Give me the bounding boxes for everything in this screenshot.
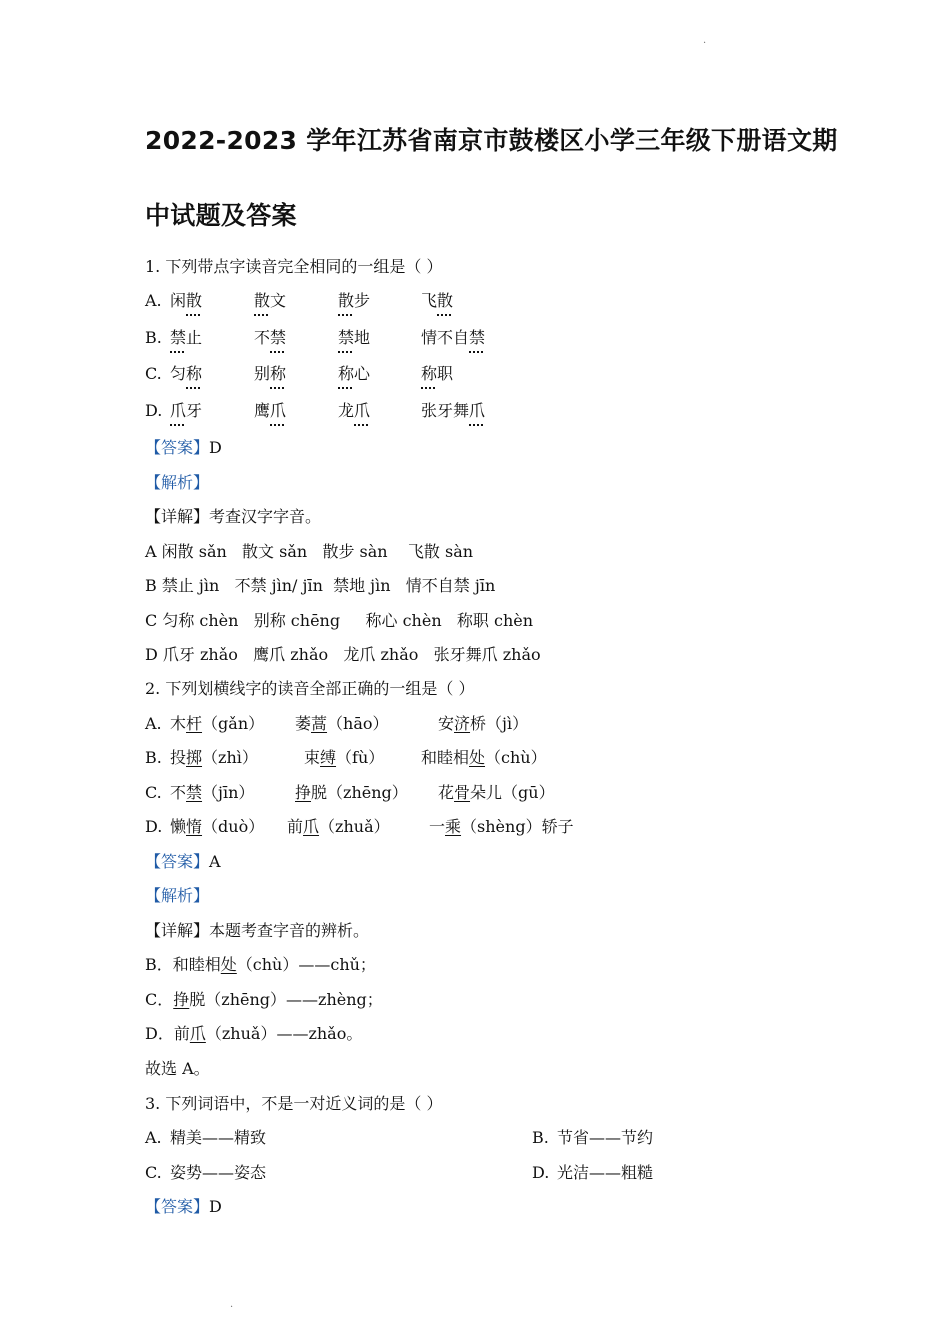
answer-tag: 【答案】: [145, 438, 210, 457]
detail-suffix: 脱（zhēng）——zhèng；: [189, 990, 383, 1009]
dotted-character: 称: [338, 364, 355, 383]
option-word: [170, 400, 202, 422]
word-prefix: 情不自: [421, 328, 470, 347]
item-prefix: 和睦相: [421, 748, 470, 767]
item-prefix: 束: [304, 748, 321, 767]
underlined-character: 爪: [189, 1024, 206, 1043]
underlined-character: 蒿: [311, 714, 328, 733]
option-item: [295, 713, 389, 735]
word-suffix: 职: [437, 364, 454, 383]
dotted-character: 爪: [270, 401, 287, 420]
question-1-detail-line-a: A 闲散 sǎn 散文 sǎn 散步 sàn 飞散 sàn: [145, 542, 474, 561]
dotted-character: 禁: [170, 328, 187, 347]
question-1-detail-line-d: D 爪牙 zhǎo 鹰爪 zhǎo 龙爪 zhǎo 张牙舞爪 zhǎo: [145, 645, 541, 664]
document-title-line-2: 中试题及答案: [145, 201, 297, 230]
item-prefix: 萎: [295, 714, 312, 733]
question-1-detail: [145, 506, 321, 528]
question-2-answer: [145, 851, 221, 873]
underlined-character: 掷: [186, 748, 203, 767]
option-word: [254, 363, 286, 385]
option-text: 光洁——粗糙: [557, 1163, 654, 1182]
option-word: [338, 363, 370, 385]
item-suffix: 脱（zhēng）: [311, 783, 408, 802]
option-word: [421, 363, 453, 385]
option-letter: A.: [145, 291, 162, 310]
detail-prefix: D．前: [145, 1024, 190, 1043]
underlined-character: 惰: [186, 817, 203, 836]
option-letter: C.: [145, 1163, 162, 1182]
word-prefix: 飞: [421, 291, 438, 310]
item-prefix: 木: [170, 714, 187, 733]
item-prefix: 懒: [170, 817, 187, 836]
option-item: [295, 782, 408, 804]
footer-mark: ·: [230, 1302, 234, 1313]
detail-line: [145, 954, 376, 976]
dotted-character: 称: [270, 364, 287, 383]
question-2-detail: [145, 920, 369, 942]
dotted-character: 称: [421, 364, 438, 383]
item-suffix: （zhuǎ）: [319, 817, 390, 836]
option-item: [429, 816, 574, 838]
detail-line: [145, 1023, 362, 1045]
option-letter: D.: [145, 401, 163, 420]
option-word: [421, 327, 485, 349]
dotted-character: 散: [437, 291, 454, 310]
option-item: [438, 782, 555, 804]
option-letter: C.: [145, 364, 162, 383]
item-suffix: 桥（jì）: [470, 714, 529, 733]
item-suffix: （fù）: [336, 748, 385, 767]
option-word: [254, 400, 286, 422]
item-suffix: （hāo）: [327, 714, 389, 733]
underlined-character: 骨: [454, 783, 471, 802]
answer-tag: 【答案】: [145, 1197, 210, 1216]
question-3-stem: 3. 下列词语中，不是一对近义词的是（ ）: [145, 1094, 443, 1113]
underlined-character: 挣: [173, 990, 190, 1009]
answer-tag: 【答案】: [145, 852, 210, 871]
question-1-analysis-tag: 【解析】: [145, 473, 210, 492]
word-suffix: 牙: [186, 401, 203, 420]
detail-line: [145, 989, 383, 1011]
question-3-answer: [145, 1196, 222, 1218]
underlined-character: 爪: [303, 817, 320, 836]
option-item: [421, 747, 547, 769]
option-word: [421, 290, 453, 312]
item-prefix: 一: [429, 817, 446, 836]
underlined-character: 处: [469, 748, 486, 767]
word-prefix: 张牙舞: [421, 401, 470, 420]
option-word: [254, 290, 286, 312]
word-suffix: 止: [186, 328, 203, 347]
question-1-answer: [145, 437, 222, 459]
dotted-character: 禁: [270, 328, 287, 347]
dotted-character: 爪: [354, 401, 371, 420]
option-item: [287, 816, 390, 838]
header-mark: ·: [703, 38, 707, 49]
dotted-character: 散: [338, 291, 355, 310]
option-item: [438, 713, 528, 735]
dotted-character: 禁: [469, 328, 486, 347]
detail-prefix: B．和睦相: [145, 955, 221, 974]
option-letter: A.: [145, 714, 162, 733]
option-item: [170, 747, 258, 769]
option-word: [170, 327, 202, 349]
word-prefix: 龙: [338, 401, 355, 420]
question-2-stem: 2. 下列划横线字的读音全部正确的一组是（ ）: [145, 679, 475, 698]
option-text: 精美——精致: [170, 1128, 267, 1147]
option-text: 节省——节约: [557, 1128, 654, 1147]
dotted-character: 散: [186, 291, 203, 310]
dotted-character: 称: [186, 364, 203, 383]
question-1-stem: 1. 下列带点字读音完全相同的一组是（ ）: [145, 257, 443, 276]
item-suffix: 朵儿（gū）: [470, 783, 555, 802]
item-suffix: （jīn）: [202, 783, 255, 802]
item-prefix: 前: [287, 817, 304, 836]
question-1-detail-line-b: B 禁止 jìn 不禁 jìn/ jīn 禁地 jìn 情不自禁 jīn: [145, 576, 496, 595]
option-word: [338, 400, 370, 422]
dotted-character: 散: [254, 291, 271, 310]
item-suffix: （zhì）: [202, 748, 258, 767]
option-letter: A.: [145, 1128, 162, 1147]
option-letter: D.: [532, 1163, 550, 1182]
word-suffix: 地: [354, 328, 371, 347]
dotted-character: 爪: [170, 401, 187, 420]
detail-intro: 本题考查字音的辨析。: [209, 921, 370, 940]
dotted-character: 禁: [338, 328, 355, 347]
option-item: [170, 782, 254, 804]
item-suffix: （duò）: [202, 817, 265, 836]
question-1-detail-line-c: C 匀称 chèn 别称 chēng 称心 chèn 称职 chèn: [145, 611, 534, 630]
underlined-character: 乘: [445, 817, 462, 836]
answer-value: D: [209, 1197, 222, 1216]
underlined-character: 济: [454, 714, 471, 733]
detail-prefix: C．: [145, 990, 174, 1009]
item-prefix: 不: [170, 783, 187, 802]
item-prefix: 花: [438, 783, 455, 802]
item-prefix: 投: [170, 748, 187, 767]
option-letter: B.: [532, 1128, 549, 1147]
word-suffix: 文: [270, 291, 287, 310]
option-word: [170, 363, 202, 385]
question-2-conclusion: 故选 A。: [145, 1059, 210, 1078]
underlined-character: 缚: [320, 748, 337, 767]
underlined-character: 处: [220, 955, 237, 974]
detail-tag: 【详解】: [145, 921, 210, 940]
word-prefix: 匀: [170, 364, 187, 383]
option-letter: B.: [145, 748, 162, 767]
option-item: [170, 713, 264, 735]
underlined-character: 禁: [186, 783, 203, 802]
dotted-character: 爪: [469, 401, 486, 420]
word-prefix: 鹰: [254, 401, 271, 420]
word-suffix: 步: [354, 291, 371, 310]
item-suffix: （chù）: [485, 748, 547, 767]
answer-value: A: [209, 852, 221, 871]
option-word: [254, 327, 286, 349]
option-letter: D.: [145, 817, 163, 836]
answer-value: D: [209, 438, 222, 457]
option-letter: C.: [145, 783, 162, 802]
word-prefix: 别: [254, 364, 271, 383]
item-suffix: （gǎn）: [202, 714, 265, 733]
item-suffix: （shèng）轿子: [461, 817, 574, 836]
detail-tag: 【详解】: [145, 507, 210, 526]
detail-suffix: （chù）——chǔ；: [236, 955, 376, 974]
word-prefix: 闲: [170, 291, 187, 310]
option-word: [338, 327, 370, 349]
option-letter: B.: [145, 328, 162, 347]
detail-suffix: （zhuǎ）——zhǎo。: [205, 1024, 363, 1043]
underlined-character: 挣: [295, 783, 312, 802]
option-word: [421, 400, 485, 422]
option-item: [170, 816, 264, 838]
underlined-character: 杆: [186, 714, 203, 733]
option-text: 姿势——姿态: [170, 1163, 267, 1182]
question-2-analysis-tag: 【解析】: [145, 886, 210, 905]
option-word: [338, 290, 370, 312]
option-item: [304, 747, 384, 769]
item-prefix: 安: [438, 714, 455, 733]
option-word: [170, 290, 202, 312]
detail-intro: 考查汉字字音。: [209, 507, 322, 526]
document-title-line-1: 2022-2023 学年江苏省南京市鼓楼区小学三年级下册语文期: [145, 126, 838, 155]
word-prefix: 不: [254, 328, 271, 347]
word-suffix: 心: [354, 364, 371, 383]
